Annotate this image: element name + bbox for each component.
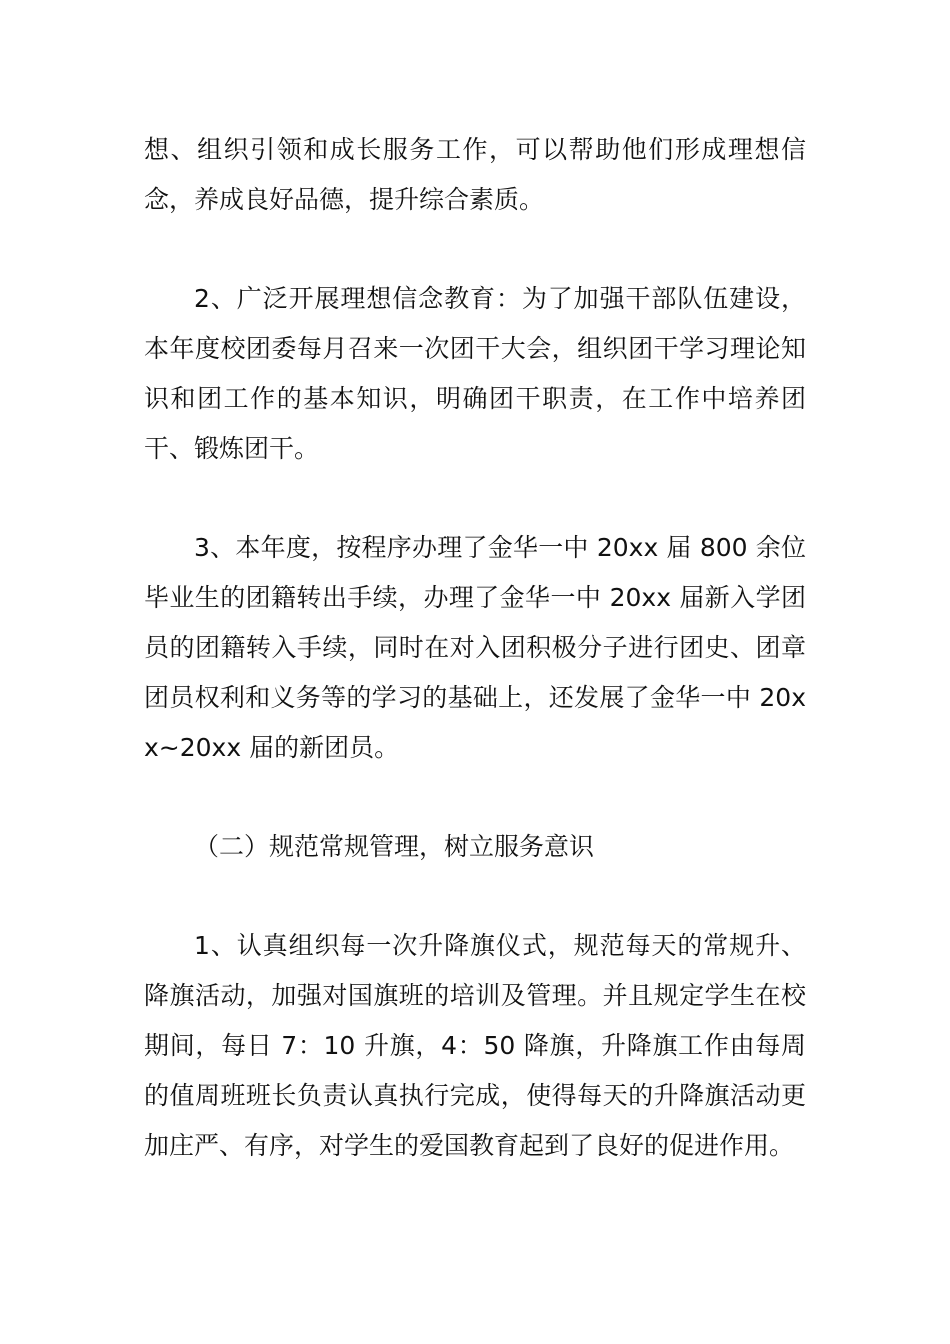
paragraph-item-1: 1、认真组织每一次升降旗仪式，规范每天的常规升、降旗活动，加强对国旗班的培训及管理。并且规定学生在校期间，每日 7：10 升旗，4：50 降旗，升降旗工作由每周的值周班班长负责认真执行完成，使得每天的升降旗活动更加庄严、有序，对学生的爱国教育起到了良好的促进作用。 — [144, 931, 806, 1160]
paragraph-continuation: 想、组织引领和成长服务工作，可以帮助他们形成理想信念，养成良好品德，提升综合素质。 — [144, 135, 806, 214]
paragraph-item-2: 2、广泛开展理想信念教育：为了加强干部队伍建设，本年度校团委每月召来一次团干大会，组织团干学习理论知识和团工作的基本知识，明确团干职责，在工作中培养团干、锻炼团干。 — [144, 284, 806, 463]
paragraph-spacer — [144, 474, 806, 523]
paragraph-spacer — [144, 225, 806, 274]
document-body — [144, 125, 806, 1171]
paragraph-spacer — [144, 872, 806, 921]
paragraph-item-3: 3、本年度，按程序办理了金华一中 20xx 届 800 余位毕业生的团籍转出手续，办理了金华一中 20xx 届新入学团员的团籍转入手续，同时在对入团积极分子进行团史、团章团员权利和义务等的学习的基础上，还发展了金华一中 20xx~20xx 届的新团员。 — [144, 533, 806, 762]
section-heading: （二）规范常规管理，树立服务意识 — [194, 832, 595, 861]
paragraph-spacer — [144, 773, 806, 822]
